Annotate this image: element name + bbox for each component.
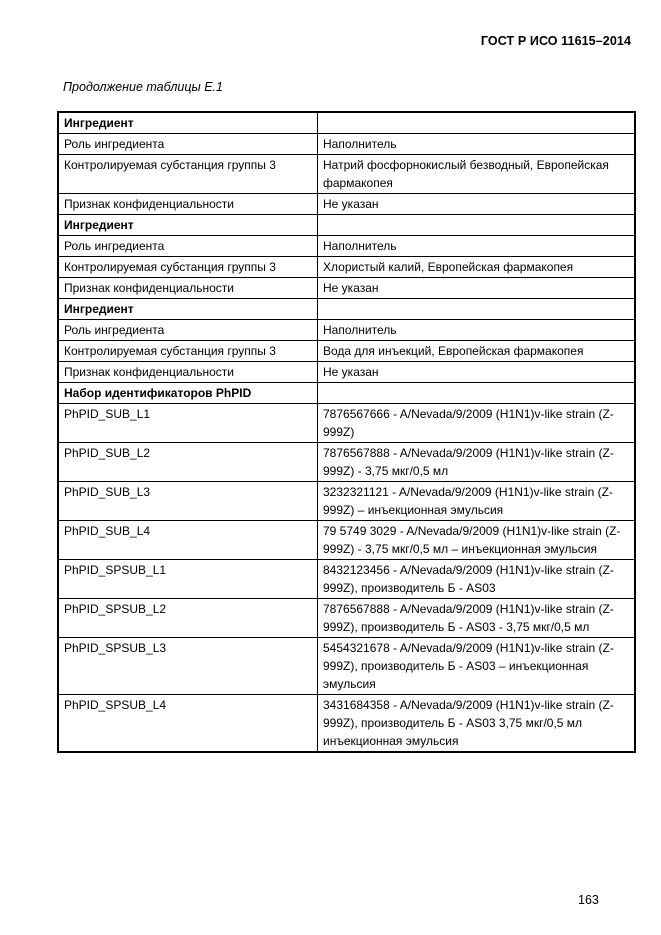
label-cell: Признак конфиденциальности <box>58 362 318 383</box>
table-row <box>58 404 635 443</box>
table-row <box>58 560 635 599</box>
label-cell: PhPID_SUB_L4 <box>58 521 318 560</box>
label-cell: PhPID_SUB_L3 <box>58 482 318 521</box>
value-cell <box>318 383 636 404</box>
value-cell: Не указан <box>318 194 636 215</box>
value-cell: Хлористый калий, Европейская фармакопея <box>318 257 636 278</box>
label-cell: PhPID_SPSUB_L3 <box>58 638 318 695</box>
table-section-row <box>58 112 635 134</box>
table-row <box>58 194 635 215</box>
value-cell: Вода для инъекций, Европейская фармакопея <box>318 341 636 362</box>
table-row <box>58 482 635 521</box>
value-cell: 7876567888 - A/Nevada/9/2009 (H1N1)v-like strain (Z-999Z) - 3,75 мкг/0,5 мл <box>318 443 636 482</box>
label-cell: Признак конфиденциальности <box>58 194 318 215</box>
table-section-row <box>58 299 635 320</box>
value-cell: 79 5749 3029 - A/Nevada/9/2009 (H1N1)v-like strain (Z-999Z) - 3,75 мкг/0,5 мл – инъекционная эмульсия <box>318 521 636 560</box>
section-title-cell: Ингредиент <box>58 112 318 134</box>
section-title-cell: Ингредиент <box>58 299 318 320</box>
value-cell: Натрий фосфорнокислый безводный, Европейская фармакопея <box>318 155 636 194</box>
label-cell: Роль ингредиента <box>58 320 318 341</box>
table-row <box>58 320 635 341</box>
value-cell: Не указан <box>318 362 636 383</box>
table-section-row <box>58 383 635 404</box>
page-number: 163 <box>578 893 599 907</box>
label-cell: Признак конфиденциальности <box>58 278 318 299</box>
table-caption: Продолжение таблицы Е.1 <box>63 80 223 94</box>
label-cell: Роль ингредиента <box>58 134 318 155</box>
table-row <box>58 257 635 278</box>
label-cell: Роль ингредиента <box>58 236 318 257</box>
document-header: ГОСТ Р ИСО 11615–2014 <box>480 34 631 48</box>
table-body <box>58 112 635 752</box>
label-cell: Контролируемая субстанция группы 3 <box>58 341 318 362</box>
table-row <box>58 695 635 753</box>
table-row <box>58 155 635 194</box>
ingredient-table <box>57 111 636 753</box>
value-cell: 3232321121 - A/Nevada/9/2009 (H1N1)v-like strain (Z-999Z) – инъекционная эмульсия <box>318 482 636 521</box>
value-cell: 3431684358 - A/Nevada/9/2009 (H1N1)v-like strain (Z-999Z), производитель Б - AS03 3,75 мкг/0,5 мл инъекционная эмульсия <box>318 695 636 753</box>
section-title-cell: Набор идентификаторов PhPID <box>58 383 318 404</box>
table-row <box>58 599 635 638</box>
value-cell: Наполнитель <box>318 320 636 341</box>
table-row <box>58 278 635 299</box>
table-section-row <box>58 215 635 236</box>
value-cell <box>318 215 636 236</box>
table-row <box>58 134 635 155</box>
value-cell: Наполнитель <box>318 236 636 257</box>
label-cell: PhPID_SUB_L2 <box>58 443 318 482</box>
label-cell: Контролируемая субстанция группы 3 <box>58 257 318 278</box>
value-cell: 5454321678 - A/Nevada/9/2009 (H1N1)v-like strain (Z-999Z), производитель Б - AS03 – инъекционная эмульсия <box>318 638 636 695</box>
table-row <box>58 638 635 695</box>
label-cell: PhPID_SPSUB_L2 <box>58 599 318 638</box>
label-cell: PhPID_SPSUB_L4 <box>58 695 318 753</box>
label-cell: PhPID_SPSUB_L1 <box>58 560 318 599</box>
label-cell: PhPID_SUB_L1 <box>58 404 318 443</box>
value-cell: Наполнитель <box>318 134 636 155</box>
table-row <box>58 236 635 257</box>
table-row <box>58 341 635 362</box>
table-row <box>58 521 635 560</box>
table-row <box>58 362 635 383</box>
value-cell: 7876567666 - A/Nevada/9/2009 (H1N1)v-like strain (Z-999Z) <box>318 404 636 443</box>
label-cell: Контролируемая субстанция группы 3 <box>58 155 318 194</box>
value-cell <box>318 112 636 134</box>
section-title-cell: Ингредиент <box>58 215 318 236</box>
value-cell: 7876567888 - A/Nevada/9/2009 (H1N1)v-like strain (Z-999Z), производитель Б - AS03 - 3,75 мкг/0,5 мл <box>318 599 636 638</box>
value-cell: 8432123456 - A/Nevada/9/2009 (H1N1)v-like strain (Z-999Z), производитель Б - AS03 <box>318 560 636 599</box>
value-cell: Не указан <box>318 278 636 299</box>
value-cell <box>318 299 636 320</box>
table-row <box>58 443 635 482</box>
